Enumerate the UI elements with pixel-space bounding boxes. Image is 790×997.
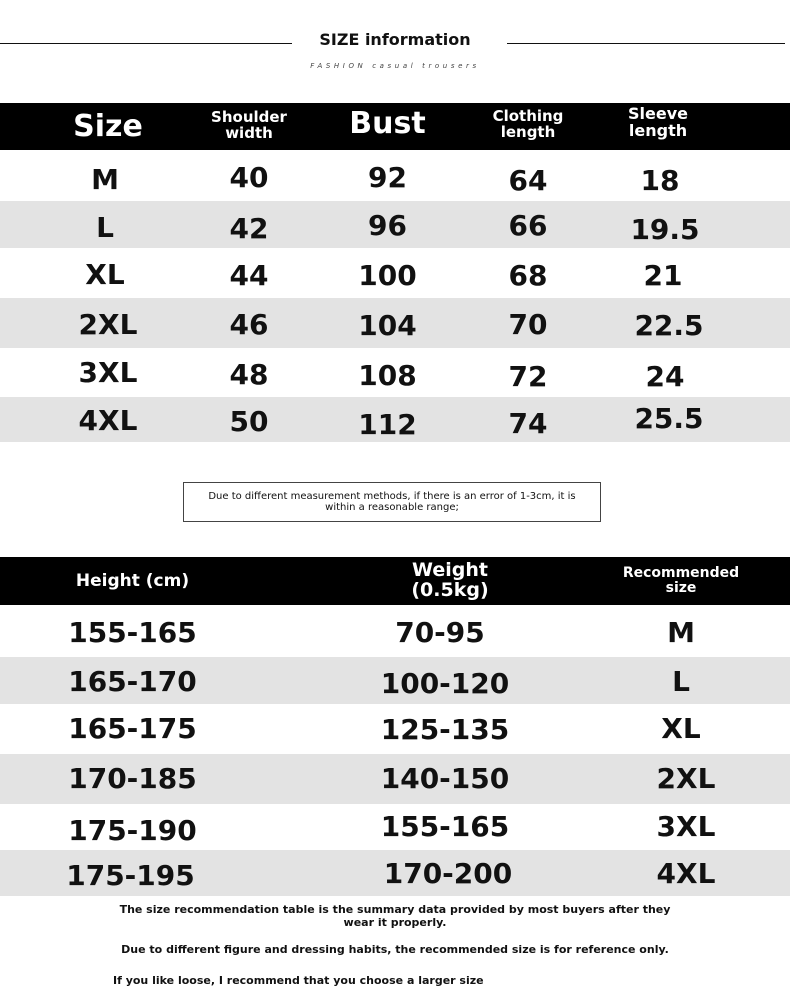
sleeve-length-cell: 21 (643, 259, 683, 292)
clothing-length-cell: 70 (508, 308, 548, 341)
weight-cell: 70-95 (395, 616, 485, 649)
height-cell: 165-175 (68, 712, 197, 745)
size-table-header (0, 103, 790, 150)
table-row (0, 850, 790, 896)
height-cell: 170-185 (68, 762, 197, 795)
sleeve-length-cell: 25.5 (634, 402, 704, 435)
weight-cell: 155-165 (380, 810, 510, 843)
weight-cell: 140-150 (380, 762, 510, 795)
col-header-size: Size (73, 109, 143, 144)
weight-cell: 125-135 (380, 713, 510, 746)
table-row (0, 657, 790, 704)
table-row (0, 248, 790, 298)
height-cell: 155-165 (68, 616, 197, 649)
col-header-bust: Bust (349, 106, 426, 141)
sleeve-length-cell: 18 (640, 164, 680, 197)
clothing-length-cell: 72 (508, 360, 548, 393)
table-row (0, 397, 790, 442)
bust-cell: 108 (358, 359, 417, 392)
bust-cell: 112 (358, 408, 417, 441)
page-subtitle: FASHION casual trousers (310, 62, 480, 70)
sleeve-length-cell: 24 (645, 360, 685, 393)
recommended-size-cell: L (672, 665, 690, 698)
table-row (0, 704, 790, 754)
table-row (0, 298, 790, 348)
height-cell: 175-190 (68, 814, 197, 847)
table-row (0, 153, 790, 201)
clothing-length-cell: 74 (508, 407, 548, 440)
col-header-height: Height (cm) (75, 571, 190, 591)
table-row (0, 804, 790, 850)
recommended-size-cell: 4XL (656, 857, 716, 890)
table-row (0, 348, 790, 397)
table-row (0, 754, 790, 804)
shoulder-cell: 46 (229, 308, 269, 341)
size-cell: 4XL (78, 404, 138, 437)
shoulder-cell: 44 (229, 259, 269, 292)
recommended-size-cell: 2XL (656, 762, 716, 795)
table-row (0, 201, 790, 248)
recommended-size-cell: 3XL (656, 810, 716, 843)
recommended-size-cell: M (667, 616, 695, 649)
height-cell: 165-170 (68, 665, 197, 698)
col-header-weight: Weight (0.5kg) (411, 559, 489, 601)
col-header-sleeve-length: Sleeve length (628, 104, 688, 140)
measurement-note: Due to different measurement methods, if there is an error of 1-3cm, it is within a reasonable range; (183, 482, 601, 522)
shoulder-cell: 40 (229, 161, 269, 194)
height-cell: 175-195 (66, 859, 195, 892)
size-cell: L (96, 211, 114, 244)
page-title: SIZE information (319, 30, 471, 49)
table-row (0, 608, 790, 657)
clothing-length-cell: 68 (508, 259, 548, 292)
bust-cell: 100 (358, 259, 417, 292)
col-header-clothing-length: Clothing length (492, 107, 564, 141)
sleeve-length-cell: 19.5 (630, 213, 700, 246)
weight-cell: 100-120 (380, 667, 510, 700)
shoulder-cell: 42 (229, 212, 269, 245)
size-cell: 2XL (78, 308, 138, 341)
size-cell: XL (85, 258, 125, 291)
footnote-summary: The size recommendation table is the summary data provided by most buyers after they wear it properly. (119, 903, 671, 929)
size-cell: 3XL (78, 356, 138, 389)
sleeve-length-cell: 22.5 (634, 309, 704, 342)
bust-cell: 96 (368, 209, 407, 242)
recommended-size-cell: XL (661, 712, 701, 745)
bust-cell: 92 (368, 161, 407, 194)
clothing-length-cell: 66 (508, 209, 548, 242)
shoulder-cell: 48 (229, 358, 269, 391)
footnote-loose-fit: If you like loose, I recommend that you choose a larger size (113, 974, 484, 987)
shoulder-cell: 50 (229, 405, 269, 438)
size-cell: M (91, 163, 119, 196)
clothing-length-cell: 64 (508, 164, 548, 197)
recommend-table-header (0, 557, 790, 605)
col-header-shoulder: Shoulder width (211, 108, 287, 142)
footnote-reference: Due to different figure and dressing habits, the recommended size is for reference only. (121, 943, 669, 956)
bust-cell: 104 (358, 309, 417, 342)
col-header-recommended-size: Recommended size (622, 565, 740, 596)
weight-cell: 170-200 (383, 857, 513, 890)
